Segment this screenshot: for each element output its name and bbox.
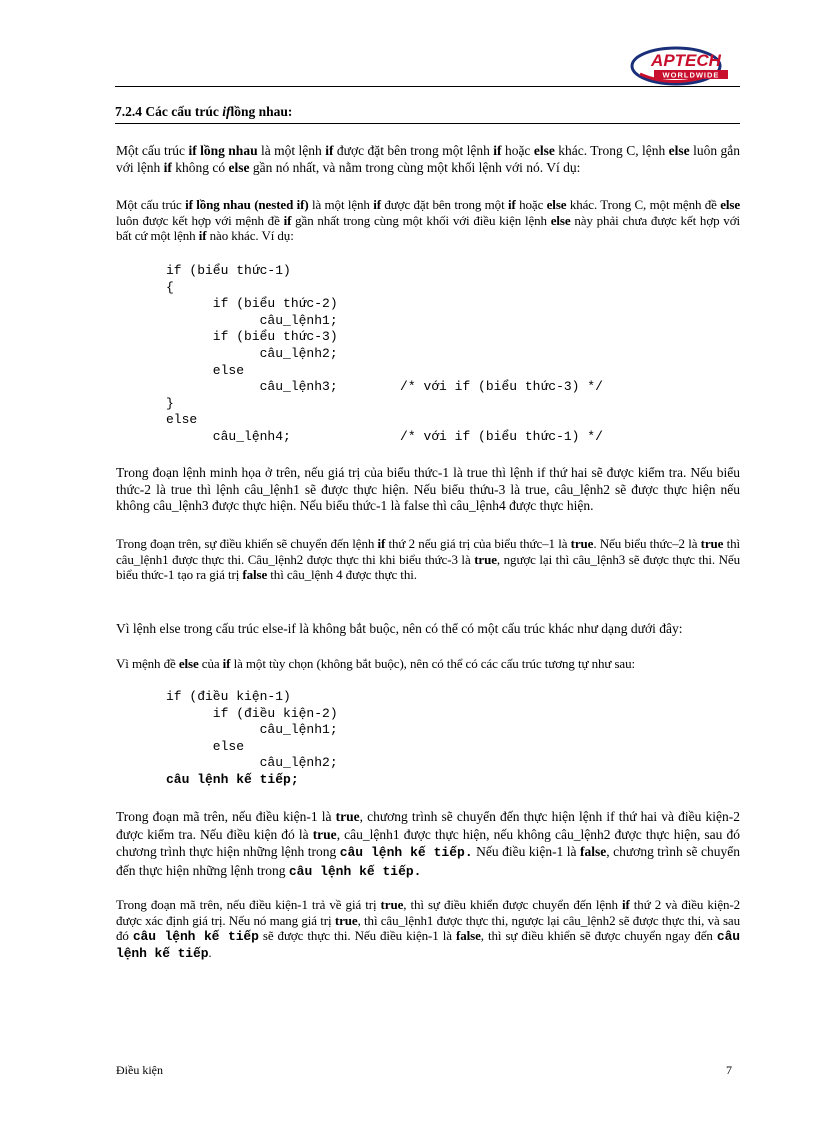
- code-line: câu_lệnh1;: [259, 312, 338, 328]
- text-run: else: [720, 197, 741, 212]
- logo-text: APTECH: [651, 51, 721, 70]
- text-run: if: [621, 897, 630, 912]
- text-run: thứ 2 và điều kiện-2 được xác định giá trị. Nếu nó mang giá trị: [116, 897, 741, 928]
- text-run: câu lệnh kế tiếp.: [288, 863, 422, 879]
- text-run: gần nhất trong cùng một khối với điều kiện lệnh: [291, 212, 551, 228]
- text-run: else: [228, 159, 250, 175]
- footer-chapter: Điều kiện: [116, 1063, 163, 1077]
- code2-lines: [166, 689, 338, 770]
- code-line: if (điều kiện-2): [212, 705, 338, 721]
- text-run: if lồng nhau (nested if): [185, 197, 309, 212]
- text-run: true: [334, 912, 358, 928]
- text-run: luôn gắn với lệnh: [116, 143, 740, 175]
- text-run: false: [455, 928, 481, 943]
- code-line: else: [212, 738, 245, 754]
- text-run: if: [373, 197, 381, 212]
- code-line: {: [166, 279, 174, 295]
- text-run: , câu_lệnh1 được thực hiện, nếu không câu_lệnh2 được thực hiện, sau đó chương trình thực hiện những lệnh trong: [116, 826, 740, 859]
- paragraph-8: [116, 897, 740, 961]
- text-run: if: [507, 197, 516, 212]
- text-run: khác. Trong C, lệnh: [554, 143, 669, 158]
- text-run: if: [283, 212, 292, 228]
- text-run: else: [178, 656, 199, 671]
- text-run: của: [198, 656, 223, 671]
- paragraph-5: [116, 621, 740, 638]
- text-run: Trong đoạn trên, sự điều khiển sẽ chuyển đến lệnh: [116, 536, 378, 551]
- text-run: câu lệnh kế tiếp: [132, 929, 259, 944]
- text-run: true: [570, 536, 594, 551]
- text-run: Trong đoạn mã trên, nếu điều kiện-1 là: [116, 809, 336, 824]
- text-run: if lồng nhau: [188, 143, 258, 158]
- text-run: .: [208, 944, 212, 960]
- text-run: else: [533, 143, 555, 158]
- text-run: if: [163, 159, 172, 175]
- next-statement: câu lệnh kế tiếp;: [166, 771, 299, 787]
- logo-subtext: WORLDWIDE: [662, 70, 720, 80]
- text-run: không có: [171, 159, 229, 175]
- paragraph-2: [116, 197, 740, 244]
- code-line: if (điều kiện-1): [166, 689, 291, 704]
- text-run: thì câu_lệnh 4 được thực thi.: [267, 567, 417, 582]
- code-line: câu_lệnh2;: [259, 345, 338, 361]
- text-run: true: [380, 897, 404, 912]
- text-run: thứ 2 nếu giá trị của biểu thức–1 là: [385, 536, 571, 551]
- code-line: }: [166, 395, 174, 411]
- text-run: false: [580, 844, 607, 859]
- title-divider: [115, 123, 740, 124]
- code-line: if (biểu thức-2): [212, 296, 338, 312]
- text-run: , thì sự điều khiển được chuyển đến lệnh: [403, 897, 622, 912]
- text-run: Trong đoạn mã trên, nếu điều kiện-1 trả về giá trị: [116, 897, 381, 912]
- paragraph-6: [116, 656, 740, 672]
- text-run: hoặc: [501, 143, 534, 158]
- code-line: if (biểu thức-1): [166, 263, 291, 278]
- text-run: thì câu_lệnh1 được thực thi. Câu_lệnh2 được thực thi khi biểu thức-3 là: [116, 536, 741, 567]
- text-run: true: [312, 826, 337, 842]
- text-run: false: [242, 567, 268, 582]
- text-run: này phải chưa được kết hợp với bất cứ một lệnh: [116, 212, 740, 243]
- text-run: được đặt bên trong một: [380, 197, 508, 212]
- text-run: được đặt bên trong một lệnh: [333, 143, 494, 158]
- text-run: , chương trình sẽ chuyển đến thực hiện những lệnh trong: [116, 844, 740, 878]
- text-run: Nếu điều kiện-1 là: [472, 844, 581, 859]
- text-run: true: [335, 809, 360, 824]
- text-run: else: [550, 212, 571, 228]
- text-run: . Nếu biểu thức–2 là: [593, 536, 701, 551]
- text-run: if: [222, 656, 231, 671]
- page-number: 7: [726, 1063, 732, 1077]
- text-run: , ngược lại thì câu_lệnh3 sẽ được thực thi. Nếu biểu thức-1 tạo ra giá trị: [116, 551, 740, 582]
- text-run: nào khác. Ví dụ:: [206, 228, 294, 243]
- code-block-1: [166, 263, 603, 446]
- text-run: Vì mệnh đề: [116, 656, 179, 671]
- paragraph-7: [116, 808, 740, 880]
- text-run: là một tùy chọn (không bắt buộc), nên có thể có các cấu trúc tương tự như sau:: [230, 656, 635, 671]
- text-run: Một cấu trúc: [116, 143, 189, 158]
- text-run: , thì sự điều khiển sẽ được chuyển ngay đến: [480, 928, 717, 943]
- text-run: , thì câu_lệnh1 được thực thi, ngược lại câu_lệnh2 sẽ được thực thi, và sau đó: [116, 912, 740, 943]
- paragraph-3: [116, 465, 740, 515]
- text-run: câu lệnh kế tiếp.: [339, 845, 473, 860]
- paragraph-1: [116, 143, 740, 176]
- code-line: câu_lệnh4; /* với if (biểu thức-1) */: [166, 428, 603, 444]
- text-run: true: [474, 551, 497, 567]
- text-run: else: [546, 197, 567, 212]
- text-run: else: [668, 143, 690, 158]
- text-run: khác. Trong C, một mệnh đề: [566, 197, 721, 212]
- text-run: if: [325, 143, 334, 158]
- text-run: if: [493, 143, 502, 158]
- aptech-logo: [630, 42, 736, 86]
- code-line: else: [166, 412, 198, 428]
- text-run: hoặc: [515, 197, 547, 212]
- text-run: if: [198, 228, 207, 243]
- text-run: sẽ được thực thi. Nếu điều kiện-1 là: [258, 928, 456, 943]
- text-run: if: [377, 536, 386, 551]
- text-run: gần nó nhất, và nằm trong cùng một khối lệnh với nó. Ví dụ:: [249, 159, 581, 175]
- paragraph-4: [116, 536, 740, 583]
- text-run: Trong đoạn lệnh minh họa ở trên, nếu giá trị của biểu thức-1 là true thì lệnh if thứ hai sẽ được kiểm tra. Nếu biểu thức-2 là true thì lệnh câu_lệnh1 sẽ được thực hiện. Nếu biểu thứu-3 là true, câu_lệnh2 sẽ được thực hiện nếu không câu_lệnh3 được thực hiện. Nếu biểu thức-1 là false thì câu_lệnh4 được thực hiện.: [116, 465, 740, 513]
- section-title: 7.2.4 Các cấu trúc iflồng nhau:: [115, 104, 293, 119]
- text-run: Vì lệnh else trong cấu trúc else-if là không bắt buộc, nên có thể có một cấu trúc khác như dạng dưới đây:: [116, 621, 683, 636]
- text-run: luôn được kết hợp với mệnh đề: [116, 212, 284, 228]
- code-line: else: [212, 362, 245, 378]
- text-run: là một lệnh: [257, 143, 326, 158]
- text-run: true: [700, 536, 724, 551]
- header-divider: [115, 86, 740, 87]
- text-run: Một cấu trúc: [116, 197, 186, 212]
- code-line: câu_lệnh1;: [259, 722, 338, 738]
- text-run: , chương trình sẽ chuyển đến thực hiện lệnh if thứ hai và điều kiện-2 được kiểm tra. Nếu điều kiện đó là: [116, 809, 740, 842]
- code-block-2: [166, 689, 338, 789]
- text-run: là một lệnh: [308, 197, 374, 212]
- code-line: câu_lệnh2;: [166, 755, 338, 771]
- text-run: câu lệnh kế tiếp: [116, 929, 740, 961]
- code-line: câu_lệnh3; /* với if (biểu thức-3) */: [259, 379, 603, 395]
- code-line: if (biểu thức-3): [212, 329, 338, 345]
